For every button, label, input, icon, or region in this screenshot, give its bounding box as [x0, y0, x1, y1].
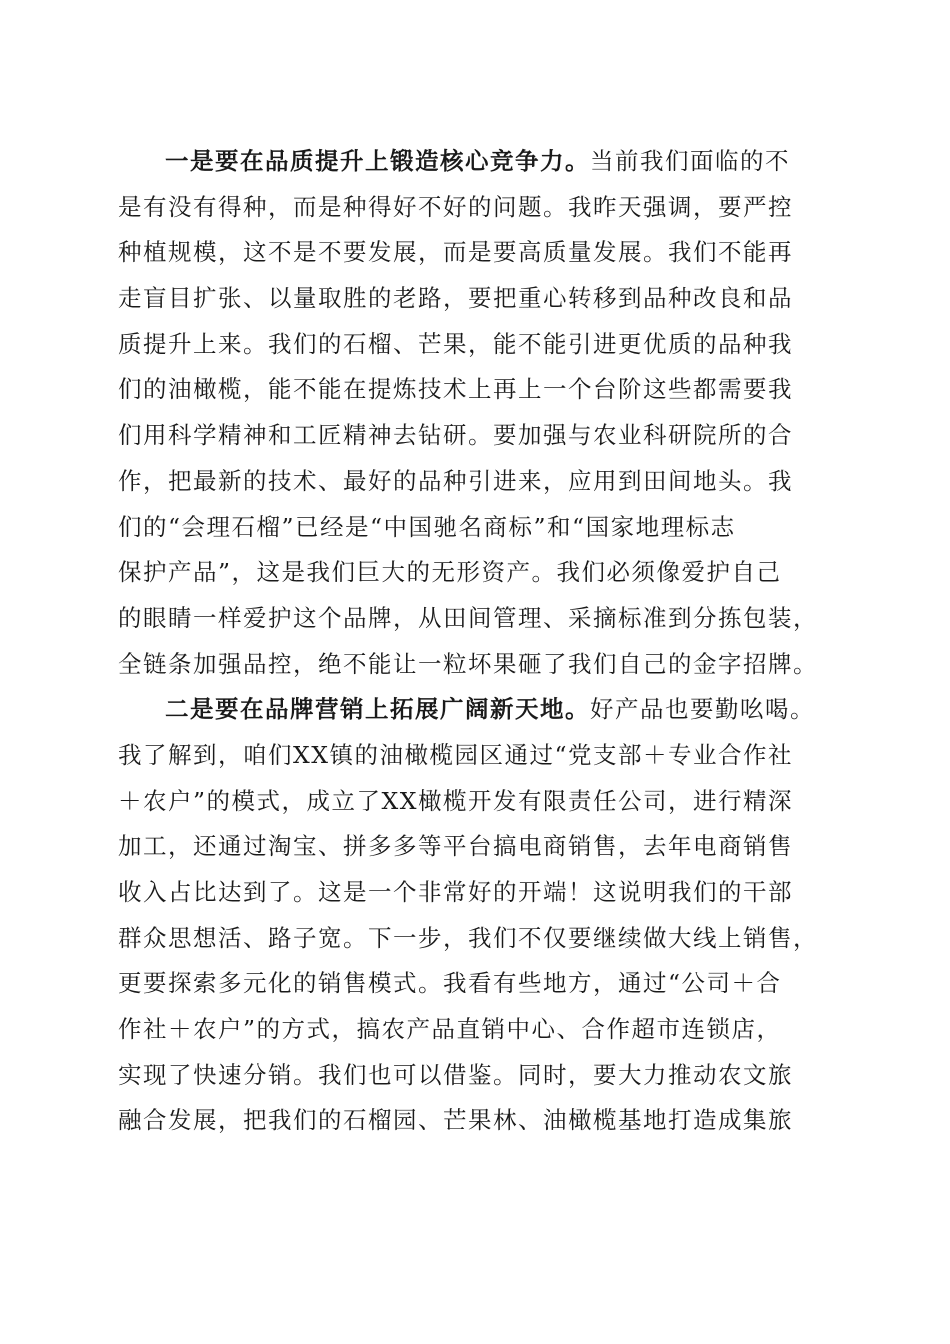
paragraph-2-line: 实现了快速分销。我们也可以借鉴。同时，要大力推动农文旅	[118, 1060, 793, 1089]
paragraph-1-first-line	[118, 139, 838, 185]
paragraph-1-line: 质提升上来。我们的石榴、芒果，能不能引进更优质的品种我	[118, 329, 793, 358]
paragraph-2-line: 作社＋农户”的方式，搞农产品直销中心、合作超市连锁店，	[118, 1015, 782, 1044]
paragraph-2-line: 我了解到，咱们XX镇的油橄榄园区通过“党支部＋专业合作社	[118, 740, 793, 769]
paragraph-1-line: 种植规模，这不是不要发展，而是要高质量发展。我们不能再	[118, 238, 793, 267]
paragraph-1-line: 们用科学精神和工匠精神去钻研。要加强与农业科研院所的合	[118, 421, 793, 450]
paragraph-2-line: 更要探索多元化的销售模式。我看有些地方，通过“公司＋合	[118, 969, 782, 998]
paragraph-1-lead: 一是要在品质提升上锻造核心竞争力。	[165, 147, 590, 175]
paragraph-2-line: 收入占比达到了。这是一个非常好的开端！这说明我们的干部	[118, 878, 793, 906]
paragraph-1-line: 的眼睛一样爱护这个品牌，从田间管理、采摘标准到分拣包装，	[118, 603, 818, 632]
paragraph-2-line: 群众思想活、路子宽。下一步，我们不仅要继续做大线上销售，	[118, 923, 818, 952]
paragraph-2-line: 融合发展，把我们的石榴园、芒果林、油橄榄基地打造成集旅	[118, 1106, 793, 1135]
paragraph-2-line: ＋农户”的模式，成立了XX橄榄开发有限责任公司，进行精深	[118, 786, 793, 815]
paragraph-1-first-rest: 当前我们面临的不	[590, 147, 790, 175]
paragraph-2-line: 加工，还通过淘宝、拼多多等平台搞电商销售，去年电商销售	[118, 832, 793, 861]
paragraph-1-line: 作，把最新的技术、最好的品种引进来，应用到田间地头。我	[118, 466, 793, 495]
paragraph-1-line: 全链条加强品控，绝不能让一粒坏果砸了我们自己的金字招牌。	[118, 649, 818, 678]
paragraph-1-line: 保护产品”，这是我们巨大的无形资产。我们必须像爱护自己	[118, 558, 782, 587]
paragraph-2-lead: 二是要在品牌营销上拓展广阔新天地。	[165, 695, 590, 724]
paragraph-1-line: 走盲目扩张、以量取胜的老路，要把重心转移到品种改良和品	[118, 284, 793, 313]
paragraph-2-first-rest: 好产品也要勤吆喝。	[590, 695, 815, 724]
paragraph-2-first-line	[118, 687, 838, 733]
paragraph-1-line: 们的“会理石榴”已经是“中国驰名商标”和“国家地理标志	[118, 512, 736, 541]
paragraph-1-line: 是有没有得种，而是种得好不好的问题。我昨天强调，要严控	[118, 192, 793, 221]
body-text	[118, 139, 838, 1144]
paragraph-1-line: 们的油橄榄，能不能在提炼技术上再上一个台阶这些都需要我	[118, 375, 793, 404]
